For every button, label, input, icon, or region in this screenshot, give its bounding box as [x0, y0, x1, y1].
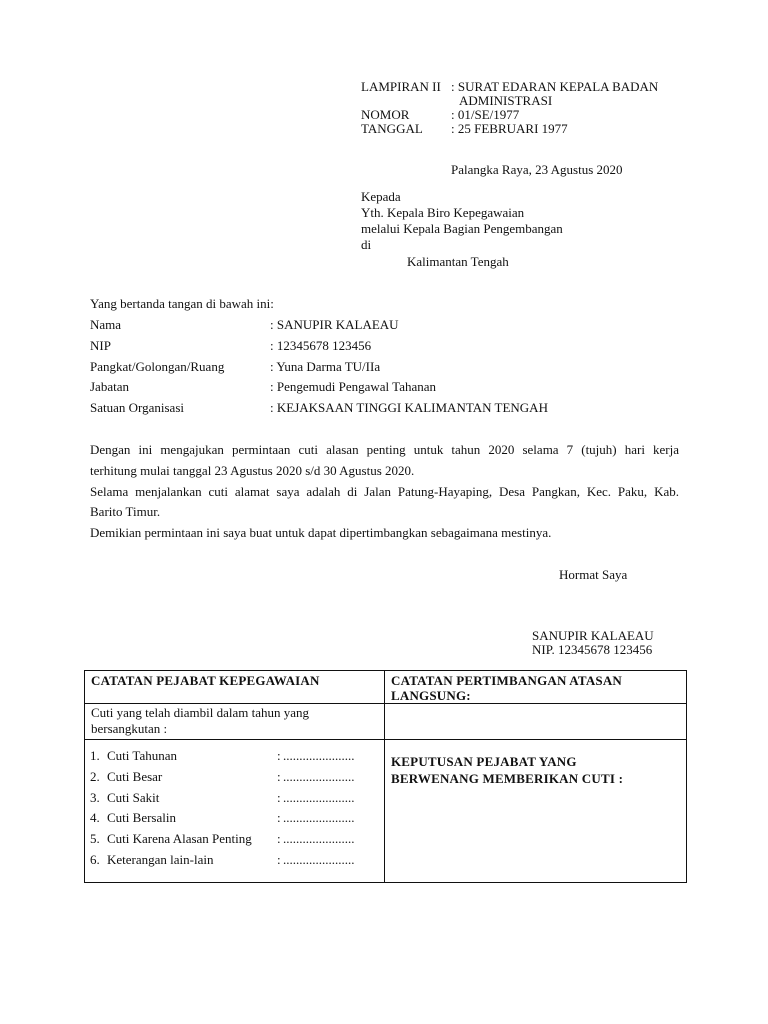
identity-value: : SANUPIR KALAEAU [270, 317, 399, 332]
recipient-line-2: Yth. Kepala Biro Kepegawaian [361, 205, 525, 220]
identity-value: : 12345678 123456 [270, 338, 372, 353]
leave-item: 5. Cuti Karena Alasan Penting : ...................... [90, 831, 355, 846]
closing: Hormat Saya [559, 567, 628, 582]
paragraph-3: Demikian permintaan ini saya buat untuk dapat dipertimbangkan sebagaimana mestinya. [90, 525, 552, 540]
leave-item: 3. Cuti Sakit : ...................... [90, 790, 355, 805]
recipient-line-3: melalui Kepala Bagian Pengembangan [361, 221, 563, 236]
lampiran-value-cont: ADMINISTRASI [459, 93, 553, 108]
left-header: CATATAN PEJABAT KEPEGAWAIAN [91, 673, 320, 688]
notes-table [84, 670, 687, 883]
consideration-blank-cell [385, 704, 687, 740]
identity-label: Pangkat/Golongan/Ruang [90, 359, 225, 374]
decision-cell [385, 740, 687, 883]
decision-line-2: BERWENANG MEMBERIKAN CUTI : [391, 771, 624, 786]
recipient-line-4: di [361, 237, 372, 252]
right-header-line-1: CATATAN PERTIMBANGAN ATASAN [391, 673, 623, 688]
identity-value: : KEJAKSAAN TINGGI KALIMANTAN TENGAH [270, 400, 548, 415]
place-date: Palangka Raya, 23 Agustus 2020 [451, 162, 623, 177]
leave-item: 2. Cuti Besar : ...................... [90, 769, 355, 784]
identity-value: : Yuna Darma TU/IIa [270, 359, 381, 374]
taken-leave-line-1: Cuti yang telah diambil dalam tahun yang [91, 705, 310, 720]
lampiran-value: : SURAT EDARAN KEPALA BADAN [451, 79, 659, 94]
leave-item: 4. Cuti Bersalin : ...................... [90, 810, 355, 825]
identity-label: Satuan Organisasi [90, 400, 184, 415]
intro-text: Yang bertanda tangan di bawah ini: [90, 296, 274, 311]
paragraph-2-line-2: Barito Timur. [90, 504, 161, 519]
identity-label: NIP [90, 338, 111, 353]
right-header-line-2: LANGSUNG: [391, 688, 471, 703]
paragraph-2-line-1: Selama menjalankan cuti alamat saya adalah di Jalan Patung-Hayaping, Desa Pangkan, Kec. Paku, Kab. [90, 484, 679, 499]
signature-nip: NIP. 12345678 123456 [532, 642, 653, 657]
tanggal-label: TANGGAL [361, 121, 423, 136]
identity-value: : Pengemudi Pengawal Tahanan [270, 379, 437, 394]
recipient-line-5: Kalimantan Tengah [407, 254, 509, 269]
left-header-cell [85, 671, 385, 704]
taken-leave-line-2: bersangkutan : [91, 721, 168, 736]
paragraph-1-line-1: Dengan ini mengajukan permintaan cuti alasan penting untuk tahun 2020 selama 7 (tujuh) hari kerja [90, 442, 679, 457]
identity-label: Jabatan [90, 379, 129, 394]
nomor-label: NOMOR [361, 107, 410, 122]
recipient-line-1: Kepada [361, 189, 401, 204]
paragraph-1-line-2: terhitung mulai tanggal 23 Agustus 2020 s/d 30 Agustus 2020. [90, 463, 415, 478]
nomor-value: : 01/SE/1977 [451, 107, 520, 122]
leave-item: 1. Cuti Tahunan : ...................... [90, 748, 355, 763]
signature-name: SANUPIR KALAEAU [532, 628, 654, 643]
taken-leave-cell [85, 704, 385, 740]
leave-list-cell [85, 740, 385, 883]
leave-item: 6. Keterangan lain-lain : ...................... [90, 852, 355, 867]
right-header-cell [385, 671, 687, 704]
identity-label: Nama [90, 317, 122, 332]
tanggal-value: : 25 FEBRUARI 1977 [451, 121, 568, 136]
lampiran-label: LAMPIRAN II [361, 79, 441, 94]
decision-line-1: KEPUTUSAN PEJABAT YANG [391, 754, 577, 769]
